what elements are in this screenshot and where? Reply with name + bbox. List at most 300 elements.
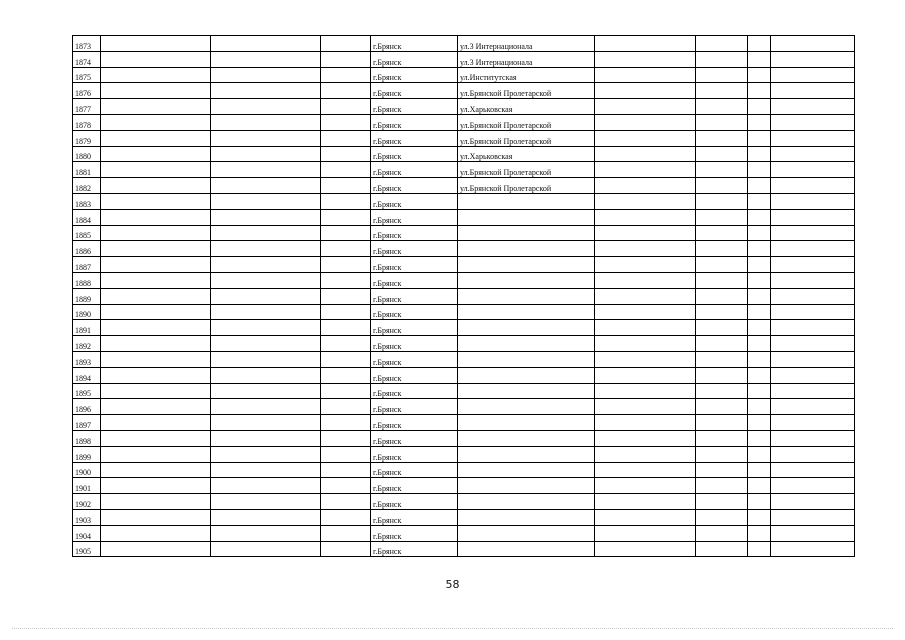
- street-cell: [458, 415, 595, 431]
- table-row: [73, 67, 855, 83]
- street-cell: ул.Брянской Пролетарской: [458, 130, 595, 146]
- row-number: 1881: [73, 162, 101, 178]
- col-8-cell: [748, 162, 771, 178]
- street-cell: ул.Брянской Пролетарской: [458, 114, 595, 130]
- col-7-cell: [696, 478, 748, 494]
- house-cell: [595, 351, 696, 367]
- col-2-cell: [211, 178, 321, 194]
- house-cell: [595, 446, 696, 462]
- row-number: 1898: [73, 430, 101, 446]
- col-8-cell: [748, 383, 771, 399]
- col-1-cell: [101, 383, 211, 399]
- col-2-cell: [211, 351, 321, 367]
- col-9-cell: [771, 541, 855, 557]
- street-cell: [458, 272, 595, 288]
- table-row: [73, 415, 855, 431]
- col-2-cell: [211, 67, 321, 83]
- row-number: 1896: [73, 399, 101, 415]
- house-cell: [595, 509, 696, 525]
- house-cell: [595, 36, 696, 52]
- col-2-cell: [211, 541, 321, 557]
- row-number: 1894: [73, 367, 101, 383]
- col-7-cell: [696, 288, 748, 304]
- col-2-cell: [211, 462, 321, 478]
- col-2-cell: [211, 99, 321, 115]
- col-7-cell: [696, 83, 748, 99]
- col-3-cell: [321, 288, 371, 304]
- col-1-cell: [101, 114, 211, 130]
- street-cell: [458, 257, 595, 273]
- table-row: [73, 146, 855, 162]
- col-8-cell: [748, 494, 771, 510]
- col-1-cell: [101, 193, 211, 209]
- col-8-cell: [748, 430, 771, 446]
- col-9-cell: [771, 399, 855, 415]
- col-8-cell: [748, 272, 771, 288]
- col-2-cell: [211, 162, 321, 178]
- col-8-cell: [748, 367, 771, 383]
- col-7-cell: [696, 51, 748, 67]
- col-8-cell: [748, 241, 771, 257]
- col-7-cell: [696, 130, 748, 146]
- col-1-cell: [101, 509, 211, 525]
- col-1-cell: [101, 446, 211, 462]
- col-8-cell: [748, 225, 771, 241]
- table-row: [73, 399, 855, 415]
- table-row: [73, 36, 855, 52]
- col-3-cell: [321, 525, 371, 541]
- col-8-cell: [748, 51, 771, 67]
- street-cell: [458, 478, 595, 494]
- city-cell: г.Брянск: [371, 478, 458, 494]
- city-cell: г.Брянск: [371, 367, 458, 383]
- city-cell: г.Брянск: [371, 304, 458, 320]
- col-9-cell: [771, 99, 855, 115]
- city-cell: г.Брянск: [371, 415, 458, 431]
- row-number: 1897: [73, 415, 101, 431]
- col-9-cell: [771, 446, 855, 462]
- col-1-cell: [101, 146, 211, 162]
- col-9-cell: [771, 288, 855, 304]
- city-cell: г.Брянск: [371, 494, 458, 510]
- col-1-cell: [101, 257, 211, 273]
- street-cell: ул.Институтская: [458, 67, 595, 83]
- col-3-cell: [321, 162, 371, 178]
- col-3-cell: [321, 36, 371, 52]
- street-cell: ул.Брянской Пролетарской: [458, 162, 595, 178]
- row-number: 1892: [73, 336, 101, 352]
- col-7-cell: [696, 320, 748, 336]
- col-1-cell: [101, 36, 211, 52]
- col-1-cell: [101, 541, 211, 557]
- col-9-cell: [771, 509, 855, 525]
- col-1-cell: [101, 225, 211, 241]
- col-9-cell: [771, 162, 855, 178]
- city-cell: г.Брянск: [371, 525, 458, 541]
- house-cell: [595, 225, 696, 241]
- col-3-cell: [321, 83, 371, 99]
- table-row: [73, 241, 855, 257]
- col-7-cell: [696, 336, 748, 352]
- col-9-cell: [771, 146, 855, 162]
- house-cell: [595, 114, 696, 130]
- row-number: 1890: [73, 304, 101, 320]
- city-cell: г.Брянск: [371, 399, 458, 415]
- col-8-cell: [748, 351, 771, 367]
- row-number: 1901: [73, 478, 101, 494]
- col-2-cell: [211, 367, 321, 383]
- row-number: 1878: [73, 114, 101, 130]
- street-cell: [458, 367, 595, 383]
- city-cell: г.Брянск: [371, 462, 458, 478]
- table-row: [73, 525, 855, 541]
- col-7-cell: [696, 225, 748, 241]
- col-3-cell: [321, 130, 371, 146]
- table-row: [73, 193, 855, 209]
- row-number: 1899: [73, 446, 101, 462]
- col-3-cell: [321, 67, 371, 83]
- page-number: 58: [445, 578, 460, 591]
- house-cell: [595, 541, 696, 557]
- col-3-cell: [321, 178, 371, 194]
- col-3-cell: [321, 509, 371, 525]
- street-cell: [458, 541, 595, 557]
- col-9-cell: [771, 83, 855, 99]
- col-1-cell: [101, 336, 211, 352]
- row-number: 1873: [73, 36, 101, 52]
- table-row: [73, 336, 855, 352]
- col-8-cell: [748, 83, 771, 99]
- house-cell: [595, 494, 696, 510]
- col-3-cell: [321, 257, 371, 273]
- col-2-cell: [211, 304, 321, 320]
- city-cell: г.Брянск: [371, 114, 458, 130]
- col-9-cell: [771, 193, 855, 209]
- table-row: [73, 462, 855, 478]
- street-cell: [458, 241, 595, 257]
- street-cell: [458, 446, 595, 462]
- col-7-cell: [696, 36, 748, 52]
- house-cell: [595, 399, 696, 415]
- row-number: 1889: [73, 288, 101, 304]
- table-row: [73, 209, 855, 225]
- col-3-cell: [321, 383, 371, 399]
- col-9-cell: [771, 272, 855, 288]
- col-8-cell: [748, 320, 771, 336]
- col-1-cell: [101, 399, 211, 415]
- house-cell: [595, 162, 696, 178]
- col-7-cell: [696, 178, 748, 194]
- col-3-cell: [321, 446, 371, 462]
- col-9-cell: [771, 478, 855, 494]
- table-body: [73, 36, 855, 557]
- col-9-cell: [771, 130, 855, 146]
- row-number: 1879: [73, 130, 101, 146]
- row-number: 1876: [73, 83, 101, 99]
- street-cell: [458, 462, 595, 478]
- row-number: 1877: [73, 99, 101, 115]
- col-9-cell: [771, 114, 855, 130]
- col-1-cell: [101, 130, 211, 146]
- col-1-cell: [101, 304, 211, 320]
- col-7-cell: [696, 541, 748, 557]
- col-8-cell: [748, 288, 771, 304]
- col-3-cell: [321, 241, 371, 257]
- table-row: [73, 509, 855, 525]
- street-cell: [458, 209, 595, 225]
- col-7-cell: [696, 272, 748, 288]
- col-2-cell: [211, 525, 321, 541]
- house-cell: [595, 178, 696, 194]
- col-7-cell: [696, 462, 748, 478]
- col-8-cell: [748, 525, 771, 541]
- house-cell: [595, 99, 696, 115]
- col-3-cell: [321, 399, 371, 415]
- city-cell: г.Брянск: [371, 241, 458, 257]
- col-9-cell: [771, 257, 855, 273]
- street-cell: ул.Харьковская: [458, 99, 595, 115]
- col-7-cell: [696, 304, 748, 320]
- col-2-cell: [211, 399, 321, 415]
- street-cell: [458, 288, 595, 304]
- city-cell: г.Брянск: [371, 272, 458, 288]
- house-cell: [595, 130, 696, 146]
- col-7-cell: [696, 257, 748, 273]
- table-row: [73, 541, 855, 557]
- street-cell: ул.Брянской Пролетарской: [458, 178, 595, 194]
- row-number: 1905: [73, 541, 101, 557]
- table-row: [73, 446, 855, 462]
- col-7-cell: [696, 99, 748, 115]
- col-2-cell: [211, 415, 321, 431]
- col-9-cell: [771, 525, 855, 541]
- col-8-cell: [748, 415, 771, 431]
- col-8-cell: [748, 178, 771, 194]
- house-cell: [595, 430, 696, 446]
- col-9-cell: [771, 430, 855, 446]
- table-row: [73, 99, 855, 115]
- table-row: [73, 478, 855, 494]
- row-number: 1880: [73, 146, 101, 162]
- col-1-cell: [101, 351, 211, 367]
- col-7-cell: [696, 114, 748, 130]
- col-7-cell: [696, 383, 748, 399]
- house-cell: [595, 146, 696, 162]
- col-9-cell: [771, 67, 855, 83]
- city-cell: г.Брянск: [371, 257, 458, 273]
- city-cell: г.Брянск: [371, 288, 458, 304]
- col-8-cell: [748, 193, 771, 209]
- col-3-cell: [321, 478, 371, 494]
- col-1-cell: [101, 272, 211, 288]
- col-3-cell: [321, 367, 371, 383]
- col-7-cell: [696, 494, 748, 510]
- house-cell: [595, 51, 696, 67]
- col-3-cell: [321, 351, 371, 367]
- col-3-cell: [321, 320, 371, 336]
- col-2-cell: [211, 320, 321, 336]
- col-1-cell: [101, 241, 211, 257]
- city-cell: г.Брянск: [371, 83, 458, 99]
- table-row: [73, 225, 855, 241]
- table-row: [73, 162, 855, 178]
- col-3-cell: [321, 193, 371, 209]
- row-number: 1904: [73, 525, 101, 541]
- col-8-cell: [748, 478, 771, 494]
- table-row: [73, 304, 855, 320]
- col-8-cell: [748, 336, 771, 352]
- city-cell: г.Брянск: [371, 162, 458, 178]
- city-cell: г.Брянск: [371, 99, 458, 115]
- col-2-cell: [211, 494, 321, 510]
- col-8-cell: [748, 99, 771, 115]
- street-cell: ул.Брянской Пролетарской: [458, 83, 595, 99]
- col-9-cell: [771, 209, 855, 225]
- col-8-cell: [748, 446, 771, 462]
- city-cell: г.Брянск: [371, 509, 458, 525]
- col-7-cell: [696, 446, 748, 462]
- street-cell: [458, 525, 595, 541]
- house-cell: [595, 415, 696, 431]
- row-number: 1883: [73, 193, 101, 209]
- row-number: 1882: [73, 178, 101, 194]
- col-1-cell: [101, 462, 211, 478]
- register-table: [72, 35, 855, 557]
- col-7-cell: [696, 209, 748, 225]
- col-1-cell: [101, 430, 211, 446]
- col-3-cell: [321, 225, 371, 241]
- city-cell: г.Брянск: [371, 320, 458, 336]
- col-8-cell: [748, 462, 771, 478]
- col-1-cell: [101, 320, 211, 336]
- col-2-cell: [211, 114, 321, 130]
- col-2-cell: [211, 478, 321, 494]
- col-8-cell: [748, 114, 771, 130]
- house-cell: [595, 288, 696, 304]
- house-cell: [595, 525, 696, 541]
- col-9-cell: [771, 241, 855, 257]
- house-cell: [595, 209, 696, 225]
- register-sheet: [72, 35, 855, 557]
- col-9-cell: [771, 36, 855, 52]
- house-cell: [595, 336, 696, 352]
- row-number: 1886: [73, 241, 101, 257]
- col-2-cell: [211, 83, 321, 99]
- col-8-cell: [748, 130, 771, 146]
- col-7-cell: [696, 146, 748, 162]
- col-3-cell: [321, 51, 371, 67]
- col-2-cell: [211, 430, 321, 446]
- table-row: [73, 430, 855, 446]
- col-7-cell: [696, 67, 748, 83]
- house-cell: [595, 272, 696, 288]
- row-number: 1902: [73, 494, 101, 510]
- table-row: [73, 83, 855, 99]
- col-8-cell: [748, 541, 771, 557]
- col-1-cell: [101, 209, 211, 225]
- row-number: 1887: [73, 257, 101, 273]
- table-row: [73, 383, 855, 399]
- col-7-cell: [696, 430, 748, 446]
- col-1-cell: [101, 478, 211, 494]
- col-2-cell: [211, 446, 321, 462]
- house-cell: [595, 478, 696, 494]
- col-8-cell: [748, 67, 771, 83]
- col-1-cell: [101, 162, 211, 178]
- col-2-cell: [211, 336, 321, 352]
- col-3-cell: [321, 272, 371, 288]
- street-cell: [458, 494, 595, 510]
- table-row: [73, 288, 855, 304]
- col-3-cell: [321, 494, 371, 510]
- col-2-cell: [211, 130, 321, 146]
- street-cell: ул.Харьковская: [458, 146, 595, 162]
- col-9-cell: [771, 351, 855, 367]
- city-cell: г.Брянск: [371, 193, 458, 209]
- col-2-cell: [211, 272, 321, 288]
- row-number: 1885: [73, 225, 101, 241]
- col-7-cell: [696, 399, 748, 415]
- col-3-cell: [321, 541, 371, 557]
- house-cell: [595, 241, 696, 257]
- col-1-cell: [101, 367, 211, 383]
- street-cell: [458, 193, 595, 209]
- street-cell: [458, 509, 595, 525]
- table-row: [73, 257, 855, 273]
- col-3-cell: [321, 209, 371, 225]
- col-8-cell: [748, 509, 771, 525]
- col-8-cell: [748, 304, 771, 320]
- col-8-cell: [748, 399, 771, 415]
- table-row: [73, 114, 855, 130]
- col-9-cell: [771, 415, 855, 431]
- col-8-cell: [748, 257, 771, 273]
- col-7-cell: [696, 241, 748, 257]
- col-7-cell: [696, 415, 748, 431]
- table-row: [73, 494, 855, 510]
- col-1-cell: [101, 99, 211, 115]
- col-9-cell: [771, 336, 855, 352]
- col-1-cell: [101, 494, 211, 510]
- col-3-cell: [321, 336, 371, 352]
- col-9-cell: [771, 367, 855, 383]
- city-cell: г.Брянск: [371, 446, 458, 462]
- table-row: [73, 178, 855, 194]
- col-7-cell: [696, 193, 748, 209]
- house-cell: [595, 257, 696, 273]
- col-1-cell: [101, 67, 211, 83]
- city-cell: г.Брянск: [371, 209, 458, 225]
- col-3-cell: [321, 146, 371, 162]
- col-2-cell: [211, 146, 321, 162]
- col-1-cell: [101, 525, 211, 541]
- col-7-cell: [696, 509, 748, 525]
- col-7-cell: [696, 367, 748, 383]
- street-cell: ул.3 Интернационала: [458, 36, 595, 52]
- col-1-cell: [101, 288, 211, 304]
- table-row: [73, 320, 855, 336]
- col-2-cell: [211, 51, 321, 67]
- house-cell: [595, 462, 696, 478]
- house-cell: [595, 320, 696, 336]
- col-2-cell: [211, 209, 321, 225]
- city-cell: г.Брянск: [371, 383, 458, 399]
- street-cell: [458, 383, 595, 399]
- col-3-cell: [321, 114, 371, 130]
- col-3-cell: [321, 430, 371, 446]
- city-cell: г.Брянск: [371, 36, 458, 52]
- table-row: [73, 351, 855, 367]
